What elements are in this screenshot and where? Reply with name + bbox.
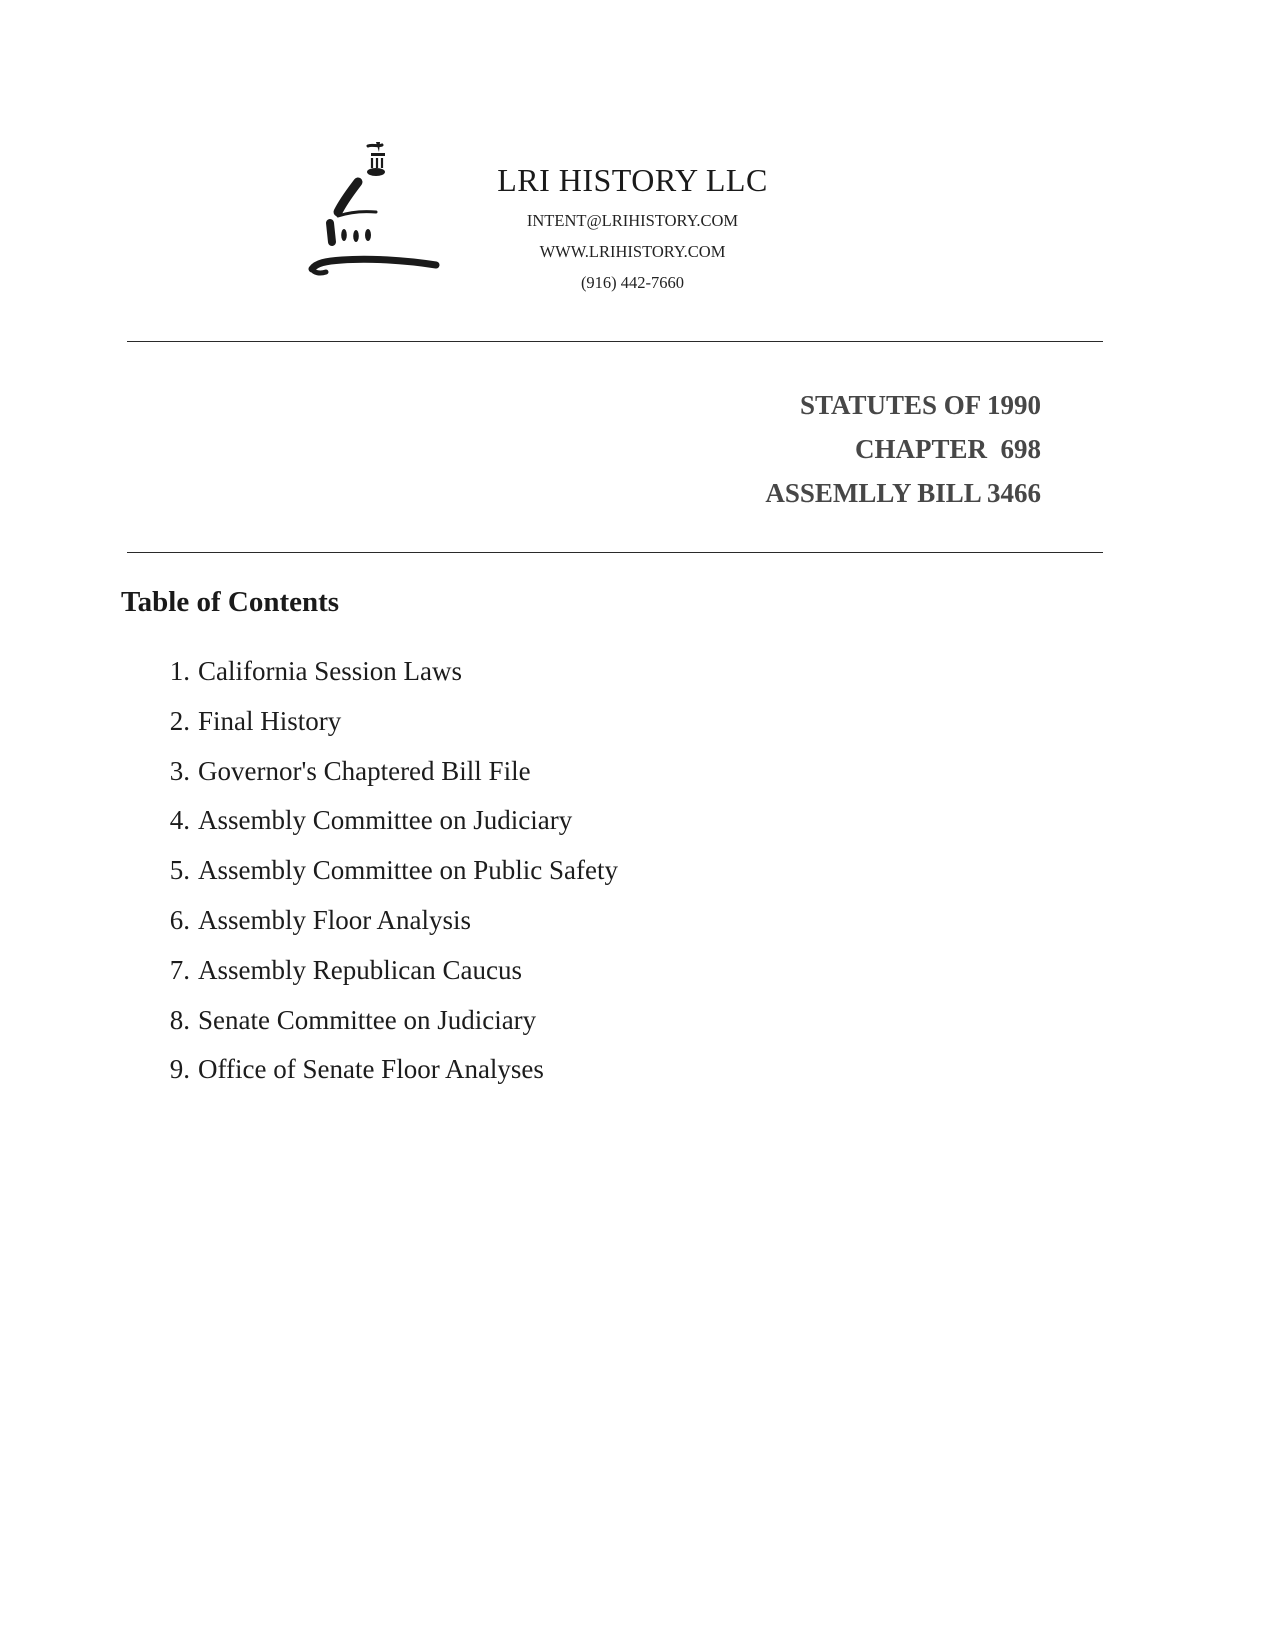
toc-item-label: Assembly Floor Analysis	[198, 904, 472, 935]
toc-item-number: 9.	[169, 1054, 190, 1085]
company-name: LRI HISTORY LLC	[497, 162, 768, 198]
toc-item-number: 6.	[169, 904, 190, 935]
toc-item-number: 2.	[169, 705, 190, 736]
toc-title: Table of Contents	[121, 586, 340, 618]
toc-item-label: Senate Committee on Judiciary	[198, 1004, 537, 1035]
company-website: WWW.LRIHISTORY.COM	[539, 242, 726, 261]
toc-item-number: 5.	[169, 855, 190, 886]
toc-item-label: Governor's Chaptered Bill File	[198, 755, 531, 786]
toc-item-label: Office of Senate Floor Analyses	[198, 1054, 544, 1085]
toc-item-number: 7.	[169, 954, 190, 985]
toc-item	[130, 751, 618, 801]
statute-block	[765, 383, 1041, 515]
toc-item-number: 3.	[169, 755, 190, 786]
capitol-dome-icon	[308, 138, 454, 296]
toc-item-number: 1.	[169, 656, 190, 686]
toc-item-label: Assembly Committee on Public Safety	[198, 855, 618, 886]
toc-item-label: Final History	[198, 705, 342, 736]
statute-bill: ASSEMLLY BILL 3466	[765, 478, 1041, 508]
statute-year: STATUTES OF 1990	[799, 390, 1041, 420]
company-block	[460, 160, 805, 298]
statute-chapter: CHAPTER 698	[854, 434, 1041, 464]
toc-item	[130, 900, 618, 950]
toc-item	[130, 651, 618, 701]
toc-item-label: California Session Laws	[198, 656, 462, 686]
company-phone: (916) 442-7660	[580, 273, 685, 292]
toc-item-number: 4.	[169, 805, 190, 836]
toc-item	[130, 1000, 618, 1050]
top-divider	[127, 341, 1103, 342]
toc-item-number: 8.	[169, 1004, 190, 1035]
toc-item-label: Assembly Committee on Judiciary	[198, 805, 573, 836]
toc-item	[130, 850, 618, 900]
toc-item-label: Assembly Republican Caucus	[198, 954, 522, 985]
toc-item	[130, 800, 618, 850]
company-email: INTENT@LRIHISTORY.COM	[526, 211, 739, 230]
toc-list	[130, 651, 618, 1099]
toc-item	[130, 701, 618, 751]
bottom-divider	[127, 552, 1103, 553]
toc-item	[130, 1049, 618, 1099]
toc-item	[130, 950, 618, 1000]
